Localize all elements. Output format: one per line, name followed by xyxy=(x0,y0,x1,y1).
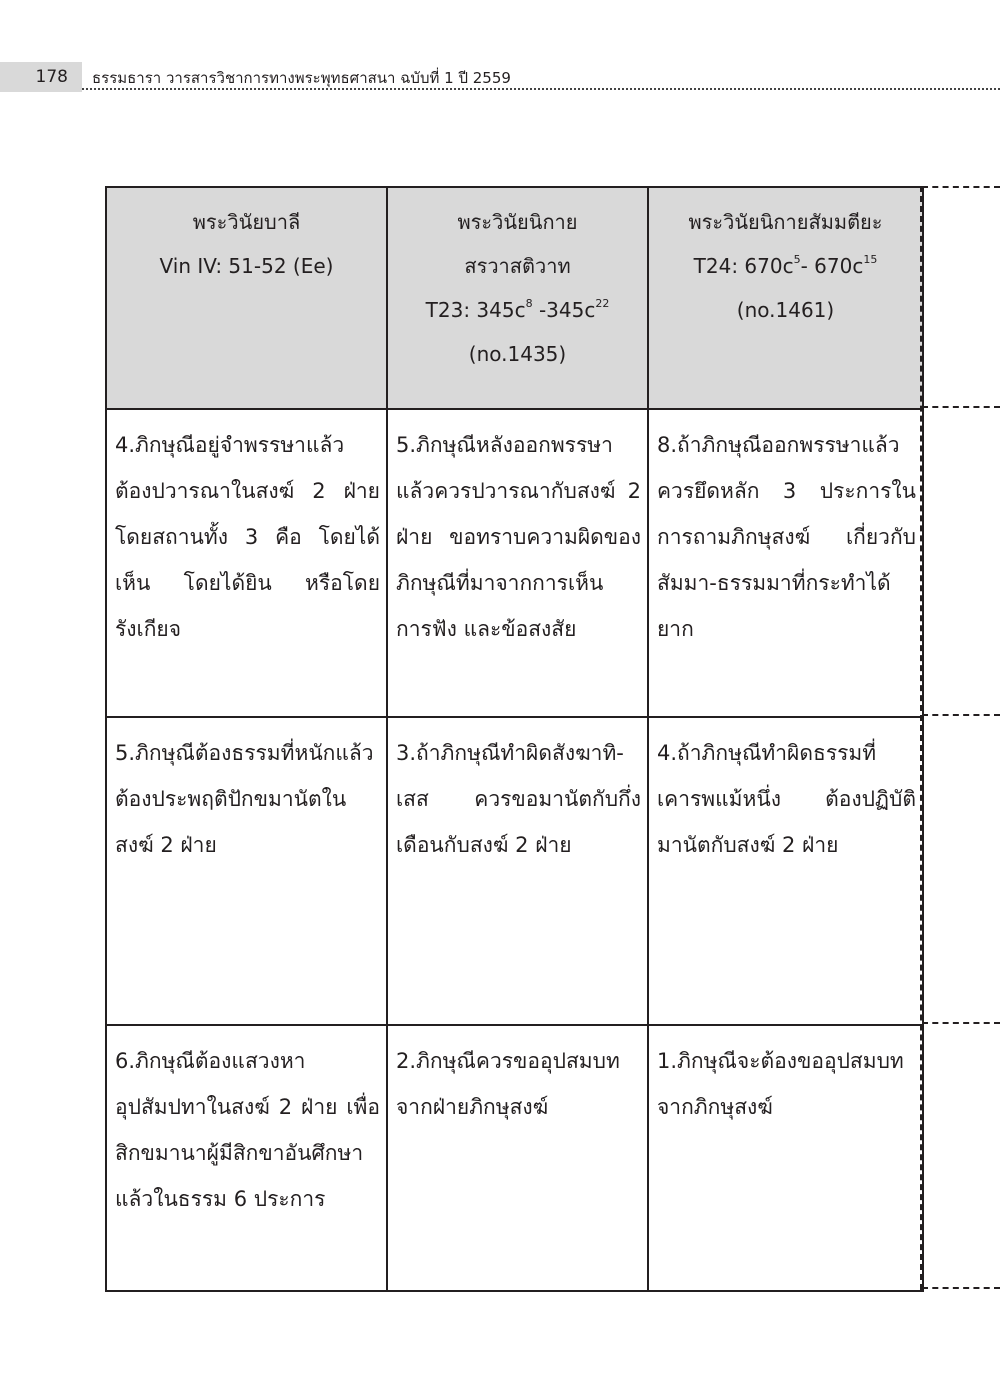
column-title: พระวินัยนิกายสัมมตียะ xyxy=(688,210,883,234)
page-number-box xyxy=(0,62,82,92)
comparison-table xyxy=(105,186,924,1292)
column-number: (no.1435) xyxy=(468,342,567,366)
column-subtitle: สรวาสติวาท xyxy=(464,254,571,278)
header-cell-sarvastivada xyxy=(387,187,648,409)
table-cell: 4.ภิกษุณีอยู่จำพรรษาแล้วต้องปวารณาในสงฆ์ 2 ฝ่าย โดยสถานทั้ง 3 คือ โดยได้เห็น โดยได้ยิน หรือโดยรังเกียจ xyxy=(106,409,387,717)
comparison-table-wrap xyxy=(105,186,1000,1290)
continuation-dashed-rule xyxy=(922,714,1000,716)
continuation-dashed-border xyxy=(920,186,922,1290)
continuation-dashed-rule xyxy=(922,186,1000,188)
column-reference: Vin IV: 51-52 (Ee) xyxy=(159,254,334,278)
continuation-dashed-rule xyxy=(922,1287,1000,1289)
table-cell: 3.ถ้าภิกษุณีทำผิดสังฆาทิ-เสส ควรขอมานัตกับกึ่งเดือนกับสงฆ์ 2 ฝ่าย xyxy=(387,717,648,1025)
continuation-dashed-rule xyxy=(922,1022,1000,1024)
column-reference: T24: $670c^5-$ $670c^{15}$ xyxy=(693,253,878,278)
table-header-row xyxy=(106,187,923,409)
header-cell-sammatiya xyxy=(648,187,923,409)
column-title: พระวินัยนิกาย xyxy=(457,210,578,234)
page-number: 178 xyxy=(35,67,68,87)
table-cell: 6.ภิกษุณีต้องแสวงหาอุปสัมปทาในสงฆ์ 2 ฝ่าย เพื่อสิกขมานาผู้มีสิกขาอันศึกษาแล้วในธรรม 6 ประการ xyxy=(106,1025,387,1291)
table-cell: 2.ภิกษุณีควรขออุปสมบทจากฝ่ายภิกษุสงฆ์ xyxy=(387,1025,648,1291)
column-title: พระวินัยบาลี xyxy=(192,210,301,234)
continuation-dashed-rule xyxy=(922,406,1000,408)
table-row xyxy=(106,717,923,1025)
table-row xyxy=(106,409,923,717)
column-number: (no.1461) xyxy=(736,298,835,322)
table-cell: 8.ถ้าภิกษุณีออกพรรษาแล้ว ควรยึดหลัก 3 ประการในการถามภิกษุสงฆ์ เกี่ยวกับสัมมา-ธรรมมาที่กระทำได้ยาก xyxy=(648,409,923,717)
table-cell: 4.ถ้าภิกษุณีทำผิดธรรมที่เคารพแม้หนึ่ง ต้องปฏิบัติมานัตกับสงฆ์ 2 ฝ่าย xyxy=(648,717,923,1025)
header-cell-pali xyxy=(106,187,387,409)
table-cell: 5.ภิกษุณีหลังออกพรรษาแล้วควรปวารณากับสงฆ์ 2 ฝ่าย ขอทราบความผิดของภิกษุณีที่มาจากการเห็น การฟัง และข้อสงสัย xyxy=(387,409,648,717)
table-row xyxy=(106,1025,923,1291)
journal-title: ธรรมธารา วารสารวิชาการทางพระพุทธศาสนา ฉบับที่ 1 ปี 2559 xyxy=(92,69,511,87)
header-dotted-rule xyxy=(82,88,1000,90)
column-reference: T23: $345c^8$ $-345c^{22}$ xyxy=(425,297,610,322)
table-cell: 5.ภิกษุณีต้องธรรมที่หนักแล้ว ต้องประพฤติปักขมานัตในสงฆ์ 2 ฝ่าย xyxy=(106,717,387,1025)
running-header xyxy=(0,62,1000,94)
table-cell: 1.ภิกษุณีจะต้องขออุปสมบทจากภิกษุสงฆ์ xyxy=(648,1025,923,1291)
